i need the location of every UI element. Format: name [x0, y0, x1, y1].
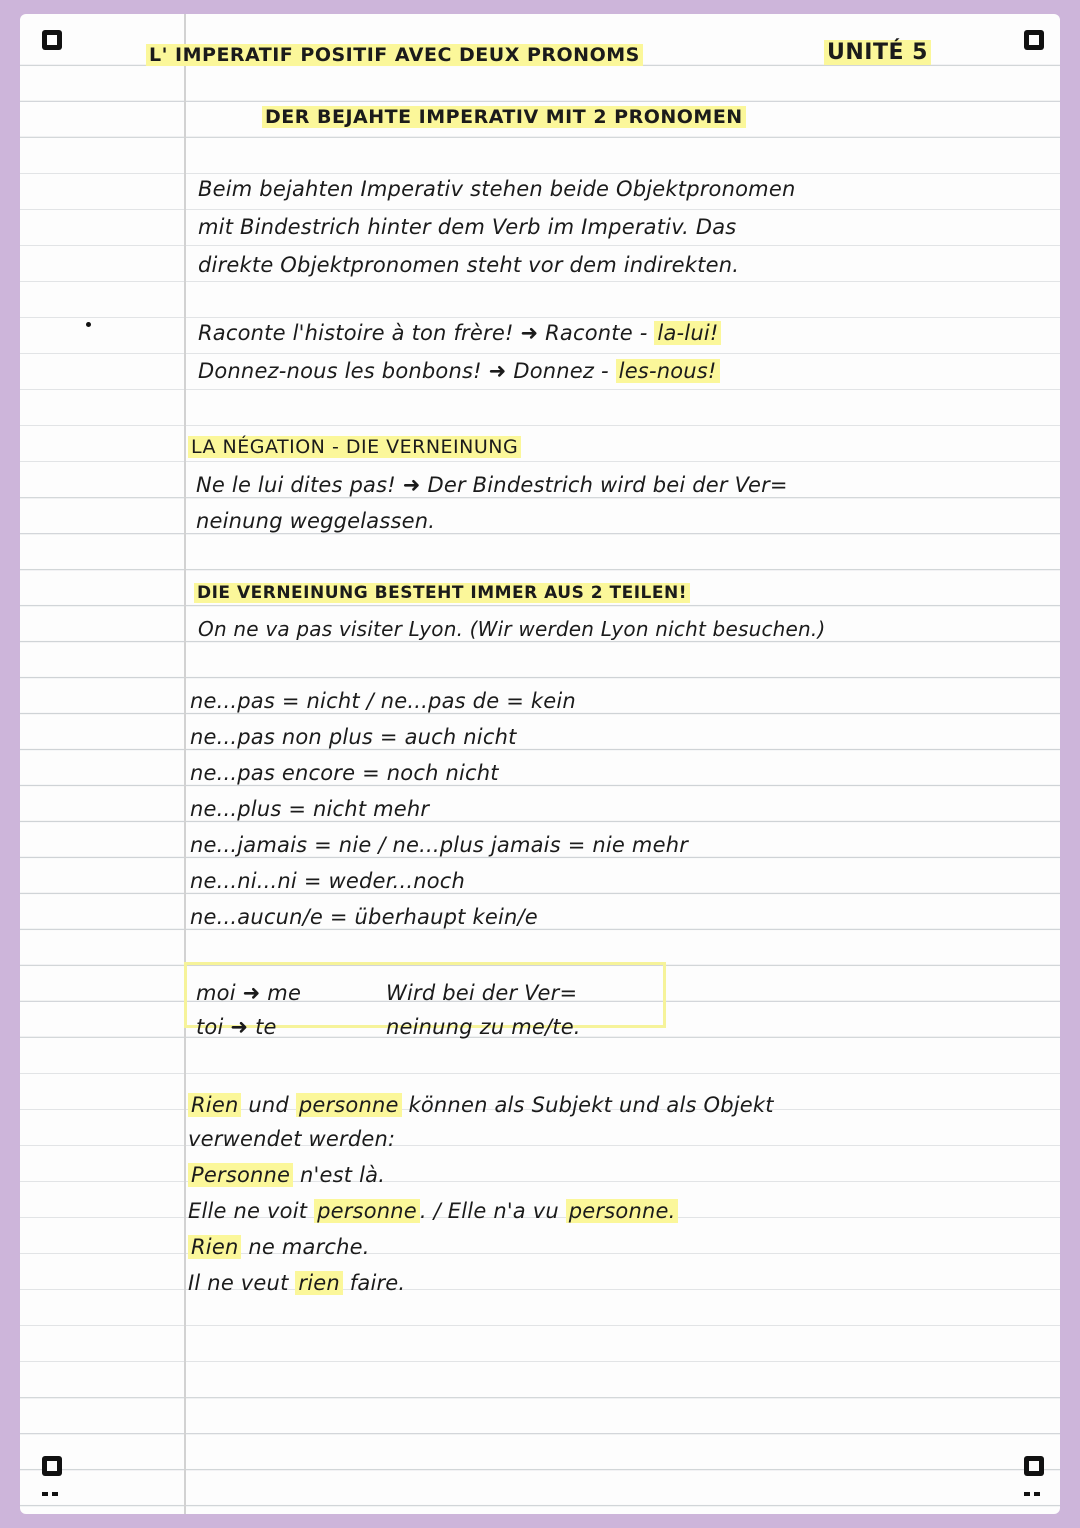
arrow-icon: ➜	[520, 321, 539, 345]
intro-line-1: Beim bejahten Imperativ stehen beide Objektpronomen	[198, 177, 796, 201]
pronoun-note-2: neinung zu me/te.	[386, 1015, 581, 1039]
corner-mark-icon	[42, 30, 62, 50]
rien-line-6: Il ne veut rien faire.	[188, 1271, 406, 1295]
rien-line-1: Rien und personne können als Subjekt und als Objekt	[188, 1092, 774, 1118]
neg-list-item: ne...jamais = nie / ne...plus jamais = nie mehr	[190, 833, 689, 857]
header-unit: UNITÉ 5	[824, 40, 931, 66]
pronoun-note-1: Wird bei der Ver=	[386, 981, 578, 1005]
neg-list-item: ne...ni...ni = weder...noch	[190, 869, 466, 893]
neg-list-item: ne...pas = nicht / ne...pas de = kein	[190, 689, 576, 713]
rien-line-4: Elle ne voit personne . / Elle n'a vu personne.	[188, 1198, 678, 1224]
verneinung-example: On ne va pas visiter Lyon. (Wir werden Lyon nicht besuchen.)	[198, 617, 826, 641]
negation-example: Ne le lui dites pas! ➜ Der Bindestrich wird bei der Ver=	[196, 473, 788, 497]
neg-list-item: ne...plus = nicht mehr	[190, 797, 430, 821]
neg-list-item: ne...aucun/e = überhaupt kein/e	[190, 905, 538, 929]
corner-mark-icon	[1024, 1456, 1044, 1476]
negation-heading: LA NÉGATION - DIE VERNEINUNG	[188, 434, 521, 460]
verneinung-heading: DIE VERNEINUNG BESTEHT IMMER AUS 2 TEILEN!	[194, 580, 690, 606]
tick-mark	[52, 1492, 58, 1496]
example-2: Donnez-nous les bonbons! ➜ Donnez - les-nous!	[198, 358, 720, 384]
tick-mark	[1034, 1492, 1040, 1496]
rien-line-3: Personne n'est là.	[188, 1162, 385, 1188]
corner-mark-icon	[1024, 30, 1044, 50]
intro-line-2: mit Bindestrich hinter dem Verb im Imperativ. Das	[198, 215, 737, 239]
pronoun-row-2: toi ➜ te	[196, 1015, 277, 1039]
header-title-de: DER BEJAHTE IMPERATIV MIT 2 PRONOMEN	[262, 104, 746, 130]
rien-line-2: verwendet werden:	[188, 1127, 396, 1151]
negation-note-2: neinung weggelassen.	[196, 509, 436, 533]
arrow-icon: ➜	[488, 359, 507, 383]
header-title-fr: L' IMPERATIF POSITIF AVEC DEUX PRONOMS	[146, 42, 643, 68]
margin-line	[184, 14, 186, 1514]
pronoun-row-1: moi ➜ me	[196, 981, 302, 1005]
intro-line-3: direkte Objektpronomen steht vor dem indirekten.	[198, 253, 740, 277]
example-1: Raconte l'histoire à ton frère! ➜ Raconte - la-lui!	[198, 320, 721, 346]
tick-mark	[42, 1492, 48, 1496]
margin-dot	[86, 322, 91, 327]
tick-mark	[1024, 1492, 1030, 1496]
corner-mark-icon	[42, 1456, 62, 1476]
neg-list-item: ne...pas non plus = auch nicht	[190, 725, 517, 749]
arrow-icon: ➜	[402, 473, 421, 497]
rien-line-5: Rien ne marche.	[188, 1234, 370, 1260]
neg-list-item: ne...pas encore = noch nicht	[190, 761, 499, 785]
